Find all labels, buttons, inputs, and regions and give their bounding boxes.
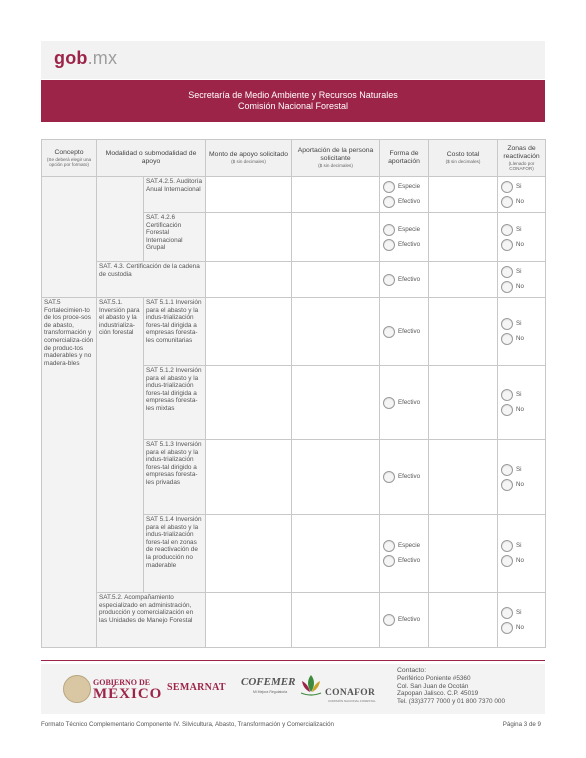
monto-input[interactable]: [206, 262, 292, 298]
option-si[interactable]: Si: [501, 389, 543, 401]
radio-no[interactable]: [501, 622, 513, 634]
radio-no[interactable]: [501, 555, 513, 567]
option-si[interactable]: Si: [501, 181, 543, 193]
conafor-logo: CONAFOR: [325, 688, 376, 698]
monto-input[interactable]: [206, 440, 292, 515]
radio-si[interactable]: [501, 318, 513, 330]
table-row: [42, 298, 546, 366]
option-si[interactable]: Si: [501, 224, 543, 236]
radio-si[interactable]: [501, 464, 513, 476]
header-forma: Forma de aportación: [380, 140, 429, 177]
header-monto: Monto de apoyo solicitado ($ sin decimales): [206, 140, 292, 177]
institution-banner: [41, 80, 545, 122]
option-efectivo[interactable]: Efectivo: [383, 196, 426, 208]
format-title: Formato Técnico Complementario Componente IV. Silvicultura, Abasto, Transformación y Comercialización: [41, 721, 335, 728]
zonas-cell: [498, 440, 546, 515]
option-efectivo[interactable]: Efectivo: [383, 471, 426, 483]
option-si[interactable]: Si: [501, 540, 543, 552]
costo-input[interactable]: [429, 593, 498, 648]
page-number: Página 3 de 9: [502, 721, 541, 728]
modalidad-sat51: SAT.5.1. Inversión para el abasto y la industrializa-ción forestal: [97, 298, 144, 593]
top-bar: [41, 41, 545, 79]
radio-si[interactable]: [501, 540, 513, 552]
zonas-cell: [498, 366, 546, 440]
option-especie[interactable]: Especie: [383, 181, 426, 193]
gob-line1: GOBIERNO DE: [93, 678, 151, 687]
header-modalidad: Modalidad o submodalidad de apoyo: [97, 140, 206, 177]
aportacion-input[interactable]: [292, 298, 380, 366]
radio-no[interactable]: [501, 239, 513, 251]
radio-no[interactable]: [501, 281, 513, 293]
banner-comision: Comisión Nacional Forestal: [237, 101, 349, 111]
concept-cell-empty: [42, 177, 97, 298]
radio-efectivo[interactable]: [383, 614, 395, 626]
costo-input[interactable]: [429, 262, 498, 298]
conafor-leaf-icon: [297, 672, 325, 698]
contact-city: Zapopan Jalisco. C.P. 45019: [397, 690, 479, 698]
monto-input[interactable]: [206, 366, 292, 440]
option-si[interactable]: Si: [501, 266, 543, 278]
footer-divider: [41, 660, 545, 661]
zonas-cell: [498, 177, 546, 213]
zonas-cell: [498, 593, 546, 648]
submodalidad-sat513: SAT 5.1.3 Inversión para el abasto y la indus-trialización fores-tal dirigido a empresas foresta-les privadas: [144, 440, 206, 515]
banner-secretaria: Secretaría de Medio Ambiente y Recursos Naturales: [188, 90, 398, 100]
radio-si[interactable]: [501, 181, 513, 193]
radio-no[interactable]: [501, 333, 513, 345]
semarnat-logo: SEMARNAT: [167, 682, 226, 693]
option-no[interactable]: No: [501, 196, 543, 208]
cofemer-subtitle: Mi Mejora Regulatoria: [253, 690, 288, 694]
option-no[interactable]: No: [501, 239, 543, 251]
monto-input[interactable]: [206, 515, 292, 593]
forma-cell: [380, 213, 429, 262]
costo-input[interactable]: [429, 515, 498, 593]
modalidad-sat43: SAT. 4.3. Certificación de la cadena de custodia: [97, 262, 206, 298]
header-costo: Costo total ($ sin decimales): [429, 140, 498, 177]
option-no[interactable]: No: [501, 333, 543, 345]
concepto-sat5: SAT.5 Fortalecimien-to de los proce-sos de abasto, transformación y comercializa-ción de produc-tos maderables y no madera-bles: [42, 298, 97, 648]
radio-efectivo[interactable]: [383, 196, 395, 208]
logo-main-text: gob: [54, 48, 88, 68]
contact-phone: Tel. (33)3777 7000 y 01 800 7370 000: [397, 698, 506, 706]
monto-input[interactable]: [206, 593, 292, 648]
radio-especie[interactable]: [383, 181, 395, 193]
forma-cell: [380, 440, 429, 515]
option-especie[interactable]: Especie: [383, 224, 426, 236]
radio-si[interactable]: [501, 389, 513, 401]
table-row: [42, 177, 546, 213]
monto-input[interactable]: [206, 213, 292, 262]
costo-input[interactable]: [429, 177, 498, 213]
submodalidad-sat511: SAT 5.1.1 Inversión para el abasto y la indus-trialización fores-tal dirigida a empresas foresta-les comunitarias: [144, 298, 206, 366]
gob-mx-logo[interactable]: [54, 48, 117, 69]
monto-input[interactable]: [206, 177, 292, 213]
radio-si[interactable]: [501, 266, 513, 278]
table-row: [42, 593, 546, 648]
forma-cell: [380, 262, 429, 298]
forma-cell: [380, 177, 429, 213]
option-efectivo[interactable]: Efectivo: [383, 555, 426, 567]
header-aportacion: Aportación de la persona solicitante ($ sin decimales): [292, 140, 380, 177]
radio-si[interactable]: [501, 224, 513, 236]
national-seal-icon: [63, 675, 91, 703]
submodalidad-sat425: SAT.4.2.5. Auditoría Anual Internacional: [144, 177, 206, 213]
submodalidad-sat512: SAT 5.1.2 Inversión para el abasto y la indus-trialización fores-tal dirigida a empresas foresta-les mixtas: [144, 366, 206, 440]
option-efectivo[interactable]: Efectivo: [383, 397, 426, 409]
modalidad-cell-empty: [97, 177, 144, 262]
costo-input[interactable]: [429, 213, 498, 262]
forma-cell: [380, 593, 429, 648]
option-si[interactable]: Si: [501, 607, 543, 619]
radio-si[interactable]: [501, 607, 513, 619]
aportacion-input[interactable]: [292, 213, 380, 262]
zonas-cell: [498, 262, 546, 298]
table-row: [42, 262, 546, 298]
radio-no[interactable]: [501, 196, 513, 208]
contact-colonia: Col. San Juan de Ocotán: [397, 682, 469, 690]
costo-input[interactable]: [429, 440, 498, 515]
radio-especie[interactable]: [383, 224, 395, 236]
aportacion-input[interactable]: [292, 366, 380, 440]
aportacion-input[interactable]: [292, 440, 380, 515]
forma-cell: [380, 366, 429, 440]
forma-cell: [380, 298, 429, 366]
radio-efectivo[interactable]: [383, 555, 395, 567]
conafor-subtitle: COMISIÓN NACIONAL FORESTAL: [328, 699, 376, 703]
option-especie[interactable]: Especie: [383, 540, 426, 552]
option-efectivo[interactable]: Efectivo: [383, 326, 426, 338]
radio-no[interactable]: [501, 479, 513, 491]
option-no[interactable]: No: [501, 479, 543, 491]
radio-efectivo[interactable]: [383, 274, 395, 286]
option-no[interactable]: No: [501, 281, 543, 293]
submodalidad-sat514: SAT 5.1.4 Inversión para el abasto y la indus-trialización fores-tal en zonas de reactivación de la producción no maderable: [144, 515, 206, 593]
header-concepto: Concepto (Se deberá elegir una opción por formato): [42, 140, 97, 177]
costo-input[interactable]: [429, 366, 498, 440]
logo-suffix-text: .mx: [87, 48, 118, 68]
radio-especie[interactable]: [383, 540, 395, 552]
aportacion-input[interactable]: [292, 262, 380, 298]
aportacion-input[interactable]: [292, 177, 380, 213]
radio-efectivo[interactable]: [383, 326, 395, 338]
radio-efectivo[interactable]: [383, 239, 395, 251]
option-efectivo[interactable]: Efectivo: [383, 274, 426, 286]
option-no[interactable]: No: [501, 622, 543, 634]
zonas-cell: [498, 515, 546, 593]
contact-title: Contacto:: [397, 667, 427, 674]
costo-input[interactable]: [429, 298, 498, 366]
contact-address: Periférico Poniente #5360: [397, 674, 471, 682]
option-si[interactable]: Si: [501, 318, 543, 330]
header-zonas: Zonas de reactivación (Llenado por CONAFOR): [498, 140, 546, 177]
submodalidad-sat426: SAT. 4.2.6 Certificación Forestal Internacional Grupal: [144, 213, 206, 262]
contact-block: [397, 667, 505, 706]
option-efectivo[interactable]: Efectivo: [383, 614, 426, 626]
modalidad-sat52: SAT.5.2. Acompañamiento especializado en administración, producción y comercialización en las Unidades de Manejo Forestal: [97, 593, 206, 648]
zonas-cell: [498, 213, 546, 262]
zonas-cell: [498, 298, 546, 366]
option-no[interactable]: No: [501, 555, 543, 567]
monto-input[interactable]: [206, 298, 292, 366]
radio-efectivo[interactable]: [383, 397, 395, 409]
forma-cell: [380, 515, 429, 593]
gob-line2: MÉXICO: [93, 686, 163, 702]
aportacion-input[interactable]: [292, 593, 380, 648]
option-efectivo[interactable]: Efectivo: [383, 239, 426, 251]
option-si[interactable]: Si: [501, 464, 543, 476]
aportacion-input[interactable]: [292, 515, 380, 593]
table-header-row: [42, 140, 546, 177]
radio-no[interactable]: [501, 404, 513, 416]
cofemer-logo: COFEMER: [241, 676, 296, 688]
option-no[interactable]: No: [501, 404, 543, 416]
support-concepts-table: [41, 139, 546, 648]
document-footer-line: [41, 721, 545, 728]
radio-efectivo[interactable]: [383, 471, 395, 483]
footer: [41, 664, 545, 714]
